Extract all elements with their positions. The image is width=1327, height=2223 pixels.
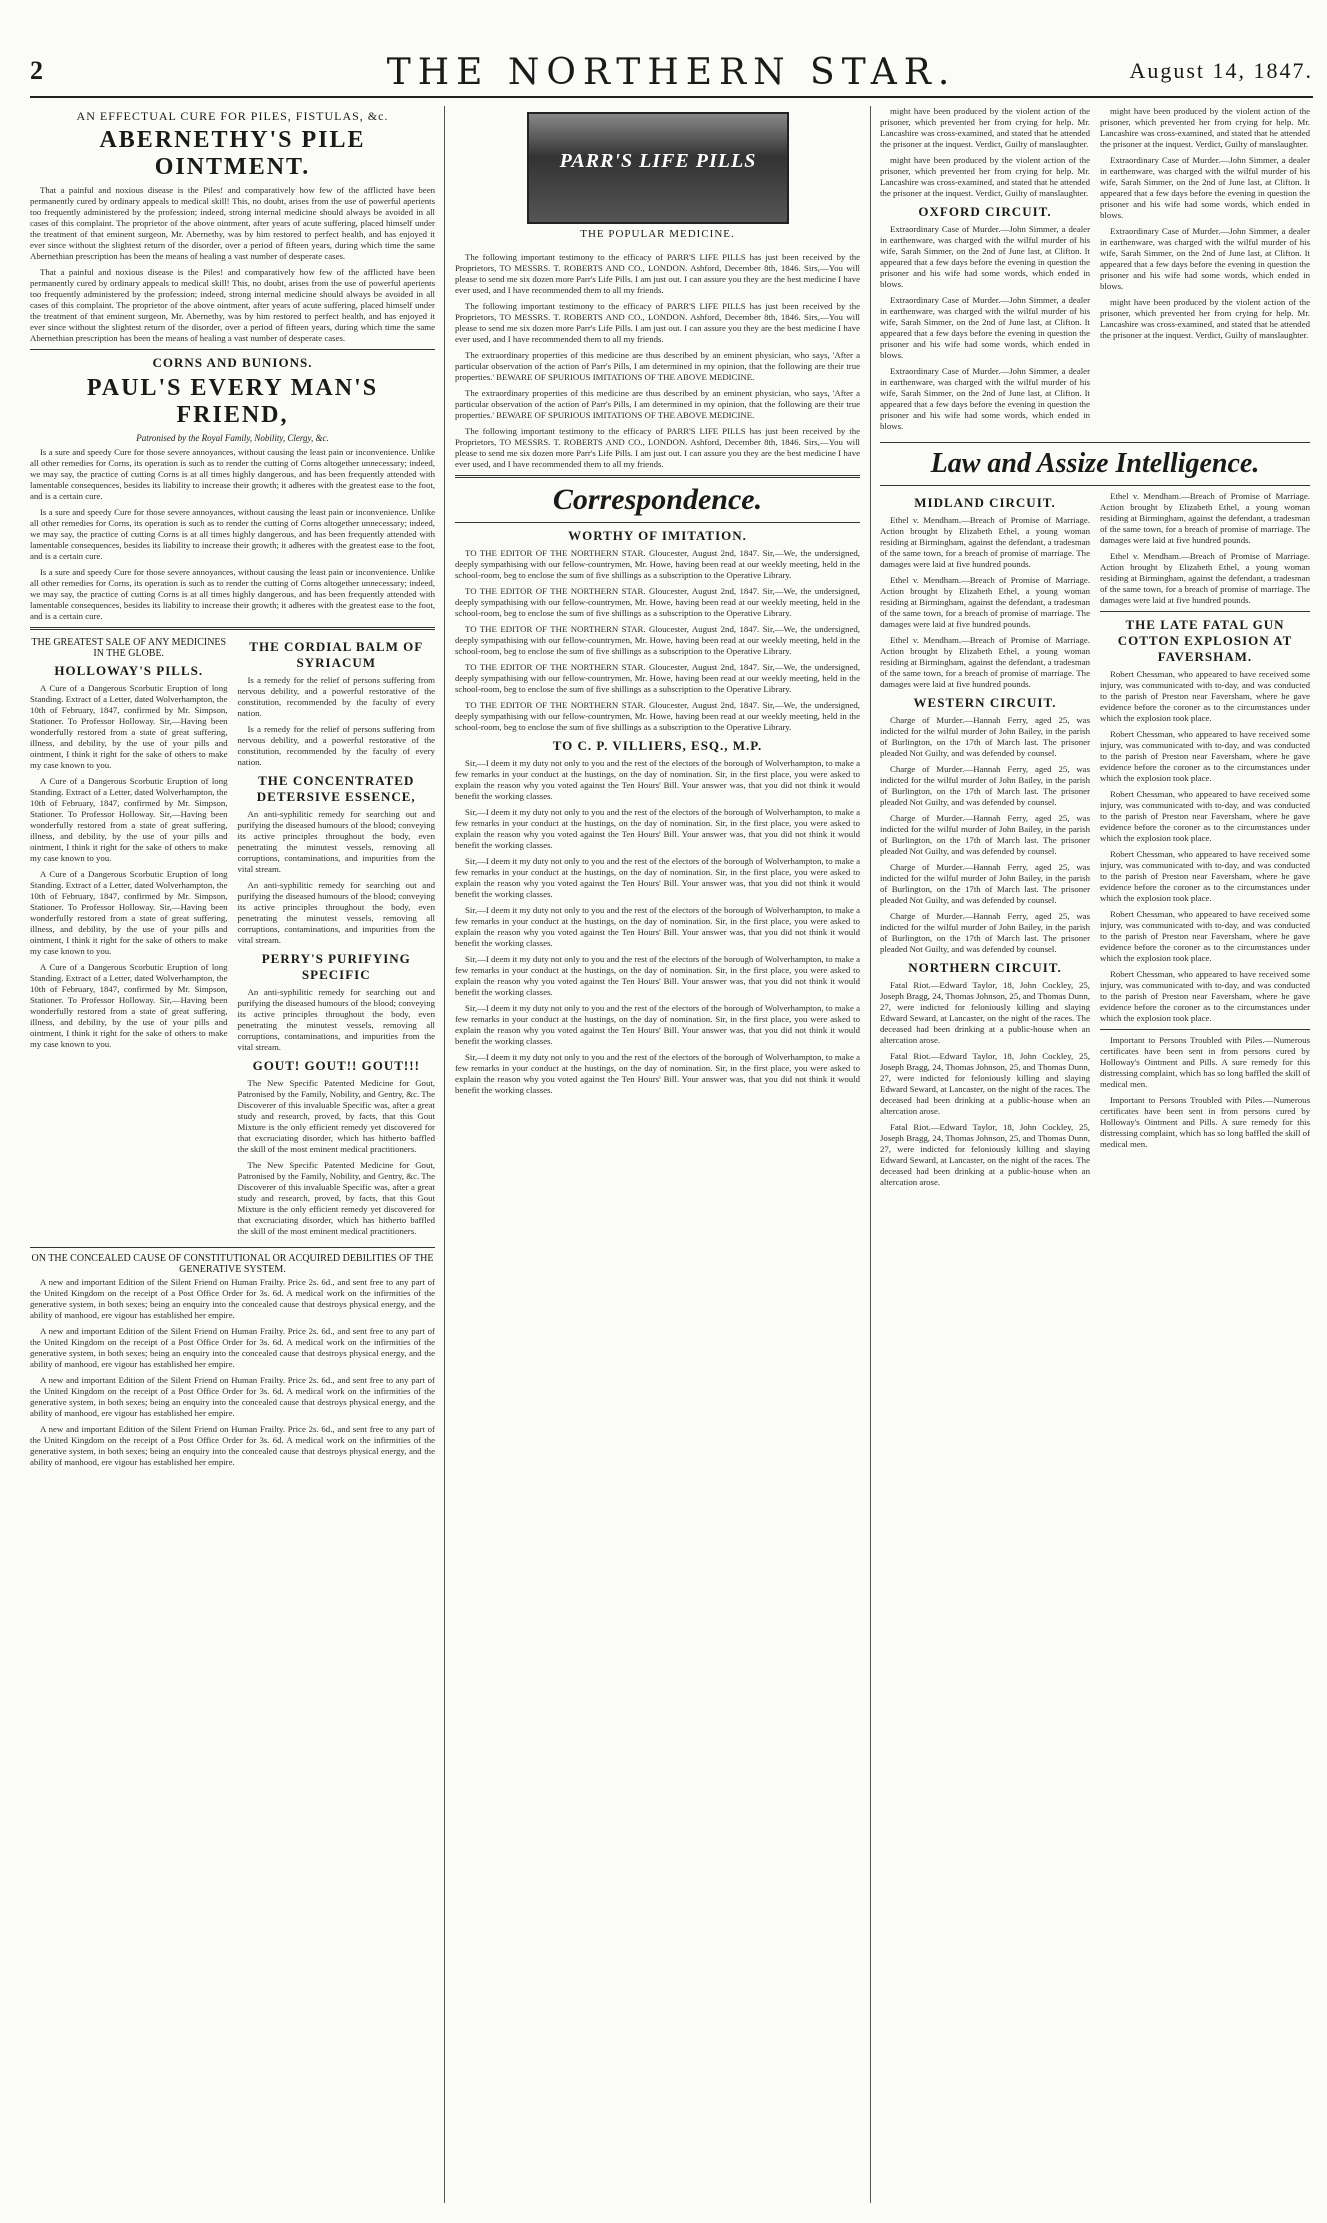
page-number: 2 bbox=[30, 56, 43, 85]
article-body: Important to Persons Troubled with Piles.—Numerous certificates have been sent in from persons cured by Holloway's Ointment and Pills. A sure remedy for this distressing complaint, which has so long baffled the skill of medical men. bbox=[1100, 1035, 1310, 1089]
article-body: That a painful and noxious disease is the Piles! and comparatively how few of the afflicted have been permanently cured by ordinary appeals to medical skill! This, no doubt, arises from the use of powerful aperients too frequently administered by the profession; indeed, strong internal medicine should always be avoided in all cases of this complaint. The proprietor of the above ointment, after years of acute suffering, placed himself under the treatment of that eminent surgeon, Mr. Abernethy, was by him restored to perfect health, and has enjoyed it ever since without the slightest return of the disorder, over a period of fifteen years, during which time the same Abernethian prescription has been the means of healing a vast number of desperate cases. bbox=[30, 185, 435, 261]
ad-right bbox=[238, 635, 436, 1242]
article-heading: TO C. P. VILLIERS, ESQ., M.P. bbox=[552, 738, 763, 753]
divider bbox=[880, 485, 1310, 486]
article-body: The following important testimony to the efficacy of PARR'S LIFE PILLS has just been received by the Proprietors, TO MESSRS. T. ROBERTS AND CO., LONDON. Ashford, December 8th, 1846. Sirs,—You will please to send me six dozen more Parr's Life Pills. I am just out. I can assure you they are the best medicine I have ever used, and I have recommended them to all my friends. bbox=[455, 252, 860, 295]
issue-date: August 14, 1847. bbox=[1129, 58, 1313, 83]
article-body: might have been produced by the violent action of the prisoner, which prevented her from crying for help. Mr. Lancashire was cross-examined, and stated that he attended the prisoner at the inquest. Verdict, Guilty of manslaughter. bbox=[880, 155, 1090, 198]
ad-title: THE CONCENTRATED DETERSIVE ESSENCE, bbox=[256, 773, 416, 804]
article-body: An anti-syphilitic remedy for searching out and purifying the diseased humours of the blood; conveying its active principles throughout the body, even penetrating the minutest vessels, removing all corruptions, contaminations, and impurities from the vital stream. bbox=[237, 809, 435, 874]
ad-heading: CORNS AND BUNIONS. bbox=[152, 355, 313, 370]
article-body: Fatal Riot.—Edward Taylor, 18, John Cockley, 25, Joseph Bragg, 24, Thomas Johnson, 25, and Thomas Dunn, 27, were indicted for feloniously killing and slaying Edward Seward, at Lancaster, on the night of the races. The deceased had been drinking at a public-house when an altercation arose. bbox=[880, 980, 1090, 1045]
article-body: Robert Chessman, who appeared to have received some injury, was communicated with to-day, and was conducted to the parish of Preston near Faversham, where he gave evidence before the coroner as to the circumstances under which the explosion took place. bbox=[1100, 789, 1310, 843]
ad-heading: AN EFFECTUAL CURE FOR PILES, FISTULAS, &c. bbox=[76, 109, 389, 123]
article-body: The following important testimony to the efficacy of PARR'S LIFE PILLS has just been received by the Proprietors, TO MESSRS. T. ROBERTS AND CO., LONDON. Ashford, December 8th, 1846. Sirs,—You will please to send me six dozen more Parr's Life Pills. I am just out. I can assure you they are the best medicine I have ever used, and I have recommended them to all my friends. bbox=[455, 426, 860, 469]
divider bbox=[455, 522, 860, 523]
divider bbox=[30, 627, 435, 630]
ad-title: PAUL'S EVERY MAN'S FRIEND, bbox=[86, 375, 379, 428]
section-title: Law and Assize Intelligence. bbox=[930, 448, 1260, 479]
article-body: A new and important Edition of the Silent Friend on Human Frailty. Price 2s. 6d., and sent free to any part of the United Kingdom on the receipt of a Post Office Order for 3s. 6d. A medical work on the infirmities of the generative system, in both sexes; being an enquiry into the concealed cause that destroys physical energy, and the ability of manhood, ere vigour has established her empire. bbox=[30, 1277, 435, 1320]
ad-title: ABERNETHY'S PILE OINTMENT. bbox=[99, 127, 366, 180]
two-column-articles bbox=[880, 491, 1310, 1193]
article-body: Sir,—I deem it my duty not only to you and the rest of the electors of the borough of Wolverhampton, to make a few remarks in your conduct at the hustings, on the day of nomination. Sir, in the first place, you were asked to explain the reason why you voted against the Ten Hours' Bill. Your answer was, that you did not think it would benefit the working classes. bbox=[455, 954, 860, 997]
article-body: Is a sure and speedy Cure for those severe annoyances, without causing the least pain or inconvenience. Unlike all other remedies for Corns, its operation is such as to render the cutting of Corns altogether unnecessary; indeed, we may say, the practice of cutting Corns is at all times highly dangerous, and has been frequently attended with lamentable consequences, besides its liability to increase their growth; it adheres with the greatest ease to the foot, and is a certain cure. bbox=[30, 567, 435, 621]
article-body: Charge of Murder.—Hannah Ferry, aged 25, was indicted for the wilful murder of John Bailey, in the parish of Burlington, on the 17th of March last. The prisoner pleaded Not Guilty, and was defended by counsel. bbox=[880, 862, 1090, 905]
article-body: Extraordinary Case of Murder.—John Simmer, a dealer in earthenware, was charged with the wilful murder of his wife, Sarah Simmer, on the 2nd of June last, at Clifton. It appeared that a few days before the evening in question the prisoner and his wife had some words, which ended in blows. bbox=[880, 366, 1090, 431]
article-body: Robert Chessman, who appeared to have received some injury, was communicated with to-day, and was conducted to the parish of Preston near Faversham, where he gave evidence before the coroner as to the circumstances under which the explosion took place. bbox=[1100, 909, 1310, 963]
divider bbox=[1100, 611, 1310, 612]
article-heading: WESTERN CIRCUIT. bbox=[913, 695, 1057, 710]
article-body: Robert Chessman, who appeared to have received some injury, was communicated with to-day, and was conducted to the parish of Preston near Faversham, where he gave evidence before the coroner as to the circumstances under which the explosion took place. bbox=[1100, 669, 1310, 723]
ad-title: HOLLOWAY'S PILLS. bbox=[54, 663, 204, 678]
divider bbox=[880, 442, 1310, 443]
subcol-left bbox=[880, 491, 1090, 1193]
article-body: Charge of Murder.—Hannah Ferry, aged 25, was indicted for the wilful murder of John Bailey, in the parish of Burlington, on the 17th of March last. The prisoner pleaded Not Guilty, and was defended by counsel. bbox=[880, 911, 1090, 954]
ad-title: PERRY'S PURIFYING SPECIFIC bbox=[261, 951, 411, 982]
subcol-left bbox=[880, 106, 1090, 437]
article-body: TO THE EDITOR OF THE NORTHERN STAR. Gloucester, August 2nd, 1847. Sir,—We, the undersigned, deeply sympathising with our fellow-countrymen, Mr. Howe, having been read at our weekly meeting, held in the school-room, beg to enclose the sum of five shillings as a subscription to the Operative Library. bbox=[455, 662, 860, 694]
pill-box-image: PARR'S LIFE PILLS bbox=[527, 112, 789, 224]
article-body: TO THE EDITOR OF THE NORTHERN STAR. Gloucester, August 2nd, 1847. Sir,—We, the undersigned, deeply sympathising with our fellow-countrymen, Mr. Howe, having been read at our weekly meeting, held in the school-room, beg to enclose the sum of five shillings as a subscription to the Operative Library. bbox=[455, 586, 860, 618]
article-heading: THE LATE FATAL GUN COTTON EXPLOSION AT FAVERSHAM. bbox=[1117, 617, 1293, 664]
article-body: Ethel v. Mendham.—Breach of Promise of Marriage. Action brought by Elizabeth Ethel, a young woman residing at Birmingham, against the defendant, a tradesman of the same town, for a breach of promise of marriage. The damages were laid at five hundred pounds. bbox=[880, 575, 1090, 629]
two-column-ads bbox=[30, 635, 435, 1242]
article-body: Robert Chessman, who appeared to have received some injury, was communicated with to-day, and was conducted to the parish of Preston near Faversham, where he gave evidence before the coroner as to the circumstances under which the explosion took place. bbox=[1100, 729, 1310, 783]
article-body: might have been produced by the violent action of the prisoner, which prevented her from crying for help. Mr. Lancashire was cross-examined, and stated that he attended the prisoner at the inquest. Verdict, Guilty of manslaughter. bbox=[1100, 106, 1310, 149]
article-body: Fatal Riot.—Edward Taylor, 18, John Cockley, 25, Joseph Bragg, 24, Thomas Johnson, 25, and Thomas Dunn, 27, were indicted for feloniously killing and slaying Edward Seward, at Lancaster, on the night of the races. The deceased had been drinking at a public-house when an altercation arose. bbox=[880, 1122, 1090, 1187]
section-title: Correspondence. bbox=[552, 483, 763, 516]
article-body: The extraordinary properties of this medicine are thus described by an eminent physician, who says, 'After a particular observation of the action of Parr's Pills, I am determined in my opinion, that the following are their true properties.' BEWARE OF SPURIOUS IMITATIONS OF THE ABOVE MEDICINE. bbox=[455, 388, 860, 420]
article-body: Robert Chessman, who appeared to have received some injury, was communicated with to-day, and was conducted to the parish of Preston near Faversham, where he gave evidence before the coroner as to the circumstances under which the explosion took place. bbox=[1100, 849, 1310, 903]
article-body: A Cure of a Dangerous Scorbutic Eruption of long Standing. Extract of a Letter, dated Wolverhampton, the 10th of February, 1847, confirmed by Mr. Simpson, Stationer. To Professor Holloway. Sir,—Having been wonderfully restored from a state of great suffering, illness, and debility, by the use of your pills and ointment, I think it right for the sake of others to make my case known to you. bbox=[30, 869, 228, 956]
article-body: Sir,—I deem it my duty not only to you and the rest of the electors of the borough of Wolverhampton, to make a few remarks in your conduct at the hustings, on the day of nomination. Sir, in the first place, you were asked to explain the reason why you voted against the Ten Hours' Bill. Your answer was, that you did not think it would benefit the working classes. bbox=[455, 758, 860, 801]
subcol-right bbox=[1100, 106, 1310, 437]
article-body: Extraordinary Case of Murder.—John Simmer, a dealer in earthenware, was charged with the wilful murder of his wife, Sarah Simmer, on the 2nd of June last, at Clifton. It appeared that a few days before the evening in question the prisoner and his wife had some words, which ended in blows. bbox=[880, 295, 1090, 360]
article-body: Is a sure and speedy Cure for those severe annoyances, without causing the least pain or inconvenience. Unlike all other remedies for Corns, its operation is such as to render the cutting of Corns altogether unnecessary; indeed, we may say, the practice of cutting Corns is at all times highly dangerous, and has been frequently attended with lamentable consequences, besides its liability to increase their growth; it adheres with the greatest ease to the foot, and is a certain cure. bbox=[30, 507, 435, 561]
article-body: Is a remedy for the relief of persons suffering from nervous debility, and a powerful restorative of the constitution, recommended by the faculty of every nation. bbox=[237, 724, 435, 767]
article-body: A Cure of a Dangerous Scorbutic Eruption of long Standing. Extract of a Letter, dated Wolverhampton, the 10th of February, 1847, confirmed by Mr. Simpson, Stationer. To Professor Holloway. Sir,—Having been wonderfully restored from a state of great suffering, illness, and debility, by the use of your pills and ointment, I think it right for the sake of others to make my case known to you. bbox=[30, 776, 228, 863]
article-body: Extraordinary Case of Murder.—John Simmer, a dealer in earthenware, was charged with the wilful murder of his wife, Sarah Simmer, on the 2nd of June last, at Clifton. It appeared that a few days before the evening in question the prisoner and his wife had some words, which ended in blows. bbox=[1100, 155, 1310, 220]
article-body: A new and important Edition of the Silent Friend on Human Frailty. Price 2s. 6d., and sent free to any part of the United Kingdom on the receipt of a Post Office Order for 3s. 6d. A medical work on the infirmities of the generative system, in both sexes; being an enquiry into the concealed cause that destroys physical energy, and the ability of manhood, ere vigour has established her empire. bbox=[30, 1424, 435, 1467]
article-body: A Cure of a Dangerous Scorbutic Eruption of long Standing. Extract of a Letter, dated Wolverhampton, the 10th of February, 1847, confirmed by Mr. Simpson, Stationer. To Professor Holloway. Sir,—Having been wonderfully restored from a state of great suffering, illness, and debility, by the use of your pills and ointment, I think it right for the sake of others to make my case known to you. bbox=[30, 683, 228, 770]
article-body: Charge of Murder.—Hannah Ferry, aged 25, was indicted for the wilful murder of John Bailey, in the parish of Burlington, on the 17th of March last. The prisoner pleaded Not Guilty, and was defended by counsel. bbox=[880, 715, 1090, 758]
page-header bbox=[30, 48, 1313, 98]
article-body: Fatal Riot.—Edward Taylor, 18, John Cockley, 25, Joseph Bragg, 24, Thomas Johnson, 25, and Thomas Dunn, 27, were indicted for feloniously killing and slaying Edward Seward, at Lancaster, on the night of the races. The deceased had been drinking at a public-house when an altercation arose. bbox=[880, 1051, 1090, 1116]
article-body: might have been produced by the violent action of the prisoner, which prevented her from crying for help. Mr. Lancashire was cross-examined, and stated that he attended the prisoner at the inquest. Verdict, Guilty of manslaughter. bbox=[880, 106, 1090, 149]
article-body: The extraordinary properties of this medicine are thus described by an eminent physician, who says, 'After a particular observation of the action of Parr's Pills, I am determined in my opinion, that the following are their true properties.' BEWARE OF SPURIOUS IMITATIONS OF THE ABOVE MEDICINE. bbox=[455, 350, 860, 382]
ad-heading: ON THE CONCEALED CAUSE OF CONSTITUTIONAL OR ACQUIRED DEBILITIES OF THE GENERATIVE SYSTEM. bbox=[31, 1253, 434, 1275]
two-column-articles bbox=[880, 106, 1310, 437]
article-body: Important to Persons Troubled with Piles.—Numerous certificates have been sent in from persons cured by Holloway's Ointment and Pills. A sure remedy for this distressing complaint, which has so long baffled the skill of medical men. bbox=[1100, 1095, 1310, 1149]
article-body: Sir,—I deem it my duty not only to you and the rest of the electors of the borough of Wolverhampton, to make a few remarks in your conduct at the hustings, on the day of nomination. Sir, in the first place, you were asked to explain the reason why you voted against the Ten Hours' Bill. Your answer was, that you did not think it would benefit the working classes. bbox=[455, 1052, 860, 1095]
divider bbox=[455, 475, 860, 478]
article-body: That a painful and noxious disease is the Piles! and comparatively how few of the afflicted have been permanently cured by ordinary appeals to medical skill! This, no doubt, arises from the use of powerful aperients too frequently administered by the profession; indeed, strong internal medicine should always be avoided in all cases of this complaint. The proprietor of the above ointment, after years of acute suffering, placed himself under the treatment of that eminent surgeon, Mr. Abernethy, was by him restored to perfect health, and has enjoyed it ever since without the slightest return of the disorder, over a period of fifteen years, during which time the same Abernethian prescription has been the means of healing a vast number of desperate cases. bbox=[30, 267, 435, 343]
article-body: TO THE EDITOR OF THE NORTHERN STAR. Gloucester, August 2nd, 1847. Sir,—We, the undersigned, deeply sympathising with our fellow-countrymen, Mr. Howe, having been read at our weekly meeting, held in the school-room, beg to enclose the sum of five shillings as a subscription to the Operative Library. bbox=[455, 548, 860, 580]
article-body: Ethel v. Mendham.—Breach of Promise of Marriage. Action brought by Elizabeth Ethel, a young woman residing at Birmingham, against the defendant, a tradesman of the same town, for a breach of promise of marriage. The damages were laid at five hundred pounds. bbox=[1100, 491, 1310, 545]
article-body: Sir,—I deem it my duty not only to you and the rest of the electors of the borough of Wolverhampton, to make a few remarks in your conduct at the hustings, on the day of nomination. Sir, in the first place, you were asked to explain the reason why you voted against the Ten Hours' Bill. Your answer was, that you did not think it would benefit the working classes. bbox=[455, 807, 860, 850]
article-heading: MIDLAND CIRCUIT. bbox=[914, 495, 1056, 510]
pill-illustration bbox=[455, 108, 860, 248]
column-1 bbox=[30, 106, 435, 2203]
article-body: Charge of Murder.—Hannah Ferry, aged 25, was indicted for the wilful murder of John Bailey, in the parish of Burlington, on the 17th of March last. The prisoner pleaded Not Guilty, and was defended by counsel. bbox=[880, 813, 1090, 856]
article-body: TO THE EDITOR OF THE NORTHERN STAR. Gloucester, August 2nd, 1847. Sir,—We, the undersigned, deeply sympathising with our fellow-countrymen, Mr. Howe, having been read at our weekly meeting, held in the school-room, beg to enclose the sum of five shillings as a subscription to the Operative Library. bbox=[455, 624, 860, 656]
ad-heading: THE GREATEST SALE OF ANY MEDICINES IN THE GLOBE. bbox=[31, 637, 227, 659]
article-body: An anti-syphilitic remedy for searching out and purifying the diseased humours of the blood; conveying its active principles throughout the body, even penetrating the minutest vessels, removing all corruptions, contaminations, and impurities from the vital stream. bbox=[237, 880, 435, 945]
divider bbox=[1100, 1029, 1310, 1030]
article-body: Sir,—I deem it my duty not only to you and the rest of the electors of the borough of Wolverhampton, to make a few remarks in your conduct at the hustings, on the day of nomination. Sir, in the first place, you were asked to explain the reason why you voted against the Ten Hours' Bill. Your answer was, that you did not think it would benefit the working classes. bbox=[455, 856, 860, 899]
ad-title: GOUT! GOUT!! GOUT!!! bbox=[252, 1058, 420, 1073]
article-body: TO THE EDITOR OF THE NORTHERN STAR. Gloucester, August 2nd, 1847. Sir,—We, the undersigned, deeply sympathising with our fellow-countrymen, Mr. Howe, having been read at our weekly meeting, held in the school-room, beg to enclose the sum of five shillings as a subscription to the Operative Library. bbox=[455, 700, 860, 732]
article-heading: NORTHERN CIRCUIT. bbox=[908, 960, 1062, 975]
article-body: Ethel v. Mendham.—Breach of Promise of Marriage. Action brought by Elizabeth Ethel, a young woman residing at Birmingham, against the defendant, a tradesman of the same town, for a breach of promise of marriage. The damages were laid at five hundred pounds. bbox=[1100, 551, 1310, 605]
article-body: A new and important Edition of the Silent Friend on Human Frailty. Price 2s. 6d., and sent free to any part of the United Kingdom on the receipt of a Post Office Order for 3s. 6d. A medical work on the infirmities of the generative system, in both sexes; being an enquiry into the concealed cause that destroys physical energy, and the ability of manhood, ere vigour has established her empire. bbox=[30, 1375, 435, 1418]
divider bbox=[30, 349, 435, 350]
column-divider bbox=[444, 106, 445, 2203]
subcol-right bbox=[1100, 491, 1310, 1193]
article-body: might have been produced by the violent action of the prisoner, which prevented her from crying for help. Mr. Lancashire was cross-examined, and stated that he attended the prisoner at the inquest. Verdict, Guilty of manslaughter. bbox=[1100, 297, 1310, 340]
article-body: Robert Chessman, who appeared to have received some injury, was communicated with to-day, and was conducted to the parish of Preston near Faversham, where he gave evidence before the coroner as to the circumstances under which the explosion took place. bbox=[1100, 969, 1310, 1023]
divider bbox=[30, 1247, 435, 1248]
pill-caption: THE POPULAR MEDICINE. bbox=[580, 228, 735, 240]
article-body: Ethel v. Mendham.—Breach of Promise of Marriage. Action brought by Elizabeth Ethel, a young woman residing at Birmingham, against the defendant, a tradesman of the same town, for a breach of promise of marriage. The damages were laid at five hundred pounds. bbox=[880, 515, 1090, 569]
article-body: The New Specific Patented Medicine for Gout, Patronised by the Family, Nobility, and Gentry, &c. The Discoverer of this invaluable Specific was, after a great study and research, proved, by facts, that this Gout Mixture is the only efficient remedy yet discovered for that excruciating disorder, which has hitherto baffled the skill of the most eminent medical practitioners. bbox=[237, 1078, 435, 1154]
article-heading: WORTHY OF IMITATION. bbox=[568, 528, 747, 543]
article-body: Is a sure and speedy Cure for those severe annoyances, without causing the least pain or inconvenience. Unlike all other remedies for Corns, its operation is such as to render the cutting of Corns altogether unnecessary; indeed, we may say, the practice of cutting Corns is at all times highly dangerous, and has been frequently attended with lamentable consequences, besides its liability to increase their growth; it adheres with the greatest ease to the foot, and is a certain cure. bbox=[30, 447, 435, 501]
article-body: Extraordinary Case of Murder.—John Simmer, a dealer in earthenware, was charged with the wilful murder of his wife, Sarah Simmer, on the 2nd of June last, at Clifton. It appeared that a few days before the evening in question the prisoner and his wife had some words, which ended in blows. bbox=[880, 224, 1090, 289]
article-body: Extraordinary Case of Murder.—John Simmer, a dealer in earthenware, was charged with the wilful murder of his wife, Sarah Simmer, on the 2nd of June last, at Clifton. It appeared that a few days before the evening in question the prisoner and his wife had some words, which ended in blows. bbox=[1100, 226, 1310, 291]
article-body: An anti-syphilitic remedy for searching out and purifying the diseased humours of the blood; conveying its active principles throughout the body, even penetrating the minutest vessels, removing all corruptions, contaminations, and impurities from the vital stream. bbox=[237, 987, 435, 1052]
article-body: A new and important Edition of the Silent Friend on Human Frailty. Price 2s. 6d., and sent free to any part of the United Kingdom on the receipt of a Post Office Order for 3s. 6d. A medical work on the infirmities of the generative system, in both sexes; being an enquiry into the concealed cause that destroys physical energy, and the ability of manhood, ere vigour has established her empire. bbox=[30, 1326, 435, 1369]
article-heading: OXFORD CIRCUIT. bbox=[918, 204, 1052, 219]
article-body: The New Specific Patented Medicine for Gout, Patronised by the Family, Nobility, and Gentry, &c. The Discoverer of this invaluable Specific was, after a great study and research, proved, by facts, that this Gout Mixture is the only efficient remedy yet discovered for that excruciating disorder, which has hitherto baffled the skill of the most eminent medical practitioners. bbox=[237, 1160, 435, 1236]
column-2 bbox=[455, 106, 860, 2203]
ad-subtitle: Patronised by the Royal Family, Nobility, Clergy, &c. bbox=[136, 433, 329, 443]
masthead: THE NORTHERN STAR. bbox=[386, 52, 957, 93]
article-body: Is a remedy for the relief of persons suffering from nervous debility, and a powerful restorative of the constitution, recommended by the faculty of every nation. bbox=[237, 675, 435, 718]
article-body: Charge of Murder.—Hannah Ferry, aged 25, was indicted for the wilful murder of John Bailey, in the parish of Burlington, on the 17th of March last. The prisoner pleaded Not Guilty, and was defended by counsel. bbox=[880, 764, 1090, 807]
column-3 bbox=[880, 106, 1310, 2203]
ad-left bbox=[30, 635, 228, 1242]
article-body: Ethel v. Mendham.—Breach of Promise of Marriage. Action brought by Elizabeth Ethel, a young woman residing at Birmingham, against the defendant, a tradesman of the same town, for a breach of promise of marriage. The damages were laid at five hundred pounds. bbox=[880, 635, 1090, 689]
ad-title: THE CORDIAL BALM OF SYRIACUM bbox=[249, 639, 424, 670]
article-body: A Cure of a Dangerous Scorbutic Eruption of long Standing. Extract of a Letter, dated Wolverhampton, the 10th of February, 1847, confirmed by Mr. Simpson, Stationer. To Professor Holloway. Sir,—Having been wonderfully restored from a state of great suffering, illness, and debility, by the use of your pills and ointment, I think it right for the sake of others to make my case known to you. bbox=[30, 962, 228, 1049]
column-divider bbox=[870, 106, 871, 2203]
article-body: The following important testimony to the efficacy of PARR'S LIFE PILLS has just been received by the Proprietors, TO MESSRS. T. ROBERTS AND CO., LONDON. Ashford, December 8th, 1846. Sirs,—You will please to send me six dozen more Parr's Life Pills. I am just out. I can assure you they are the best medicine I have ever used, and I have recommended them to all my friends. bbox=[455, 301, 860, 344]
article-body: Sir,—I deem it my duty not only to you and the rest of the electors of the borough of Wolverhampton, to make a few remarks in your conduct at the hustings, on the day of nomination. Sir, in the first place, you were asked to explain the reason why you voted against the Ten Hours' Bill. Your answer was, that you did not think it would benefit the working classes. bbox=[455, 1003, 860, 1046]
article-body: Sir,—I deem it my duty not only to you and the rest of the electors of the borough of Wolverhampton, to make a few remarks in your conduct at the hustings, on the day of nomination. Sir, in the first place, you were asked to explain the reason why you voted against the Ten Hours' Bill. Your answer was, that you did not think it would benefit the working classes. bbox=[455, 905, 860, 948]
